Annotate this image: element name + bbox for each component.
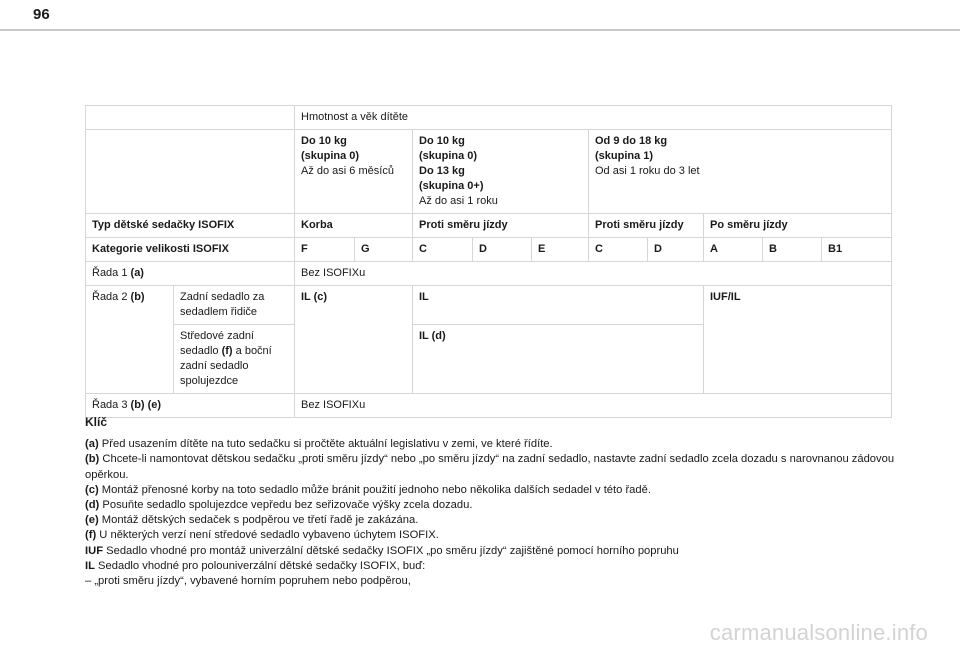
group-0plus-age: Až do asi 1 roku [419, 195, 498, 207]
size-class-cell: D [648, 238, 704, 262]
group-0plus-name-a: (skupina 0) [419, 150, 478, 162]
seat-type-label: Typ dětské sedačky ISOFIX [86, 214, 295, 238]
group-0-cell [295, 130, 413, 214]
row-2-carrycot-value: IL (c) [295, 286, 413, 394]
blank-corner-cell [86, 106, 295, 130]
key-section [85, 415, 895, 589]
row-3-value: Bez ISOFIXu [295, 394, 892, 418]
key-item: IUF Sedadlo vhodné pro montáž univerzální dětské sedačky ISOFIX „po směru jízdy“ zajištěné pomocí horního popruhu [85, 544, 679, 557]
row-2-rear-facing-value: IL [413, 286, 704, 325]
group-0plus-cell [413, 130, 589, 214]
size-class-cell: D [473, 238, 532, 262]
size-class-cell: C [413, 238, 473, 262]
row-2-forward-facing-value: IUF/IL [704, 286, 892, 394]
group-0-age: Až do asi 6 měsíců [301, 165, 394, 177]
size-class-row [86, 238, 892, 262]
weight-age-header: Hmotnost a věk dítěte [295, 106, 892, 130]
seat-type-forward-facing: Po směru jízdy [704, 214, 892, 238]
key-item: (d) Posuňte sedadlo spolujezdce vepředu bez seřizovače výšky zcela dozadu. [85, 499, 473, 512]
row-2-sub-ref: (f) [221, 345, 233, 357]
group-row [86, 130, 892, 214]
group-1-weight: Od 9 do 18 kg [595, 135, 668, 147]
size-class-cell: F [295, 238, 355, 262]
key-title: Klíč [85, 415, 108, 429]
row-2-rear-facing-value-2: IL (d) [413, 325, 704, 394]
group-0-weight: Do 10 kg [301, 135, 347, 147]
header-rule [0, 29, 960, 31]
key-item: IL Sedadlo vhodné pro polouniverzální dětské sedačky ISOFIX, buď: [85, 559, 426, 572]
size-class-cell: B1 [822, 238, 892, 262]
row-2-driver-side [86, 286, 892, 325]
row-3-label: Řada 3 (b) (e) [86, 394, 295, 418]
size-class-cell: G [355, 238, 413, 262]
seat-type-row [86, 214, 892, 238]
group-1-name: (skupina 1) [595, 150, 654, 162]
group-1-age: Od asi 1 roku do 3 let [595, 165, 700, 177]
row-2-sub-center: Středové zadní sedadlo (f) a boční zadní sedadlo spolujezdce [174, 325, 295, 394]
row-3-ref: (b) (e) [130, 399, 162, 411]
watermark: carmanualsonline.info [709, 620, 928, 645]
row-3 [86, 394, 892, 418]
weight-age-row [86, 106, 892, 130]
isofix-table [85, 105, 892, 418]
blank-corner-cell [86, 130, 295, 214]
row-1-label: Řada 1 (a) [86, 262, 295, 286]
size-class-cell: B [763, 238, 822, 262]
row-1 [86, 262, 892, 286]
key-item: (b) Chcete-li namontovat dětskou sedačku „proti směru jízdy“ nebo „po směru jízdy“ na zadní sedadlo, nastavte zadní sedadlo zcela dozadu s narovnanou zádovou opěrkou. [85, 453, 895, 481]
group-1-cell [589, 130, 892, 214]
seat-type-carrycot: Korba [295, 214, 413, 238]
key-item: (f) U některých verzí není středové sedadlo vybaveno úchytem ISOFIX. [85, 529, 439, 542]
key-item: – „proti směru jízdy“, vybavené horním popruhem nebo podpěrou, [85, 575, 411, 588]
seat-type-rear-facing-2: Proti směru jízdy [589, 214, 704, 238]
row-2-ref: (b) [130, 291, 145, 303]
key-item: (e) Montáž dětských sedaček s podpěrou ve třetí řadě je zakázána. [85, 514, 419, 527]
row-2-sub-driver: Zadní sedadlo za sedadlem řidiče [174, 286, 295, 325]
row-1-ref: (a) [130, 267, 144, 279]
size-class-label: Kategorie velikosti ISOFIX [86, 238, 295, 262]
size-class-cell: C [589, 238, 648, 262]
key-item: (a) Před usazením dítěte na tuto sedačku si pročtěte aktuální legislativu v zemi, ve které řídíte. [85, 438, 553, 451]
row-1-value: Bez ISOFIXu [295, 262, 892, 286]
key-item: (c) Montáž přenosné korby na toto sedadlo může bránit použití jednoho nebo několika dalších sedadel v této řadě. [85, 483, 651, 496]
size-class-cell: A [704, 238, 763, 262]
group-0plus-name-b: (skupina 0+) [419, 180, 484, 192]
row-2-label: Řada 2 (b) [86, 286, 174, 394]
page-number: 96 [33, 6, 50, 23]
group-0plus-weight-b: Do 13 kg [419, 165, 465, 177]
seat-type-rear-facing: Proti směru jízdy [413, 214, 589, 238]
group-0-name: (skupina 0) [301, 150, 360, 162]
size-class-cell: E [532, 238, 589, 262]
group-0plus-weight-a: Do 10 kg [419, 135, 465, 147]
